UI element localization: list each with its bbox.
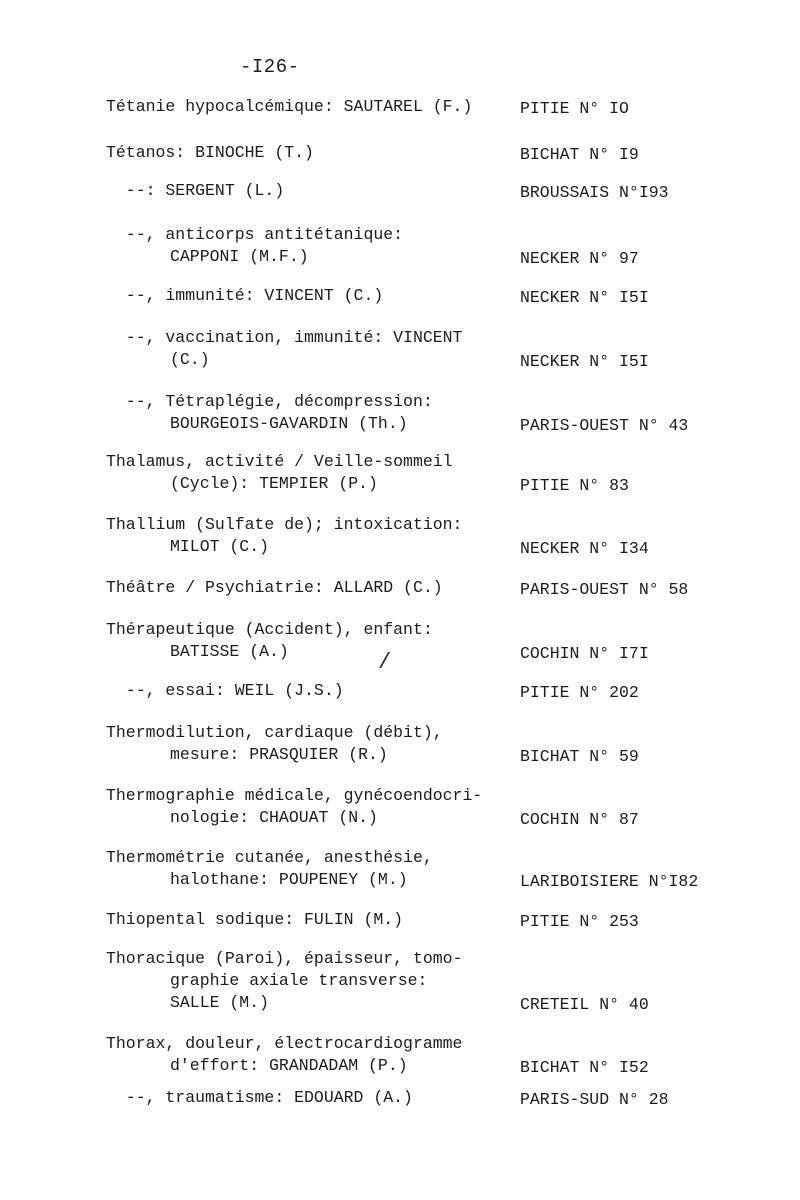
entry-reference: PARIS-OUEST N° 58: [520, 580, 689, 599]
entry-term-continuation: CAPPONI (M.F.): [170, 247, 309, 266]
entry-reference: NECKER N° I5I: [520, 352, 649, 371]
entry-term: [106, 948, 506, 1014]
entry-term: [106, 514, 506, 558]
entry-term-line: --, immunité: VINCENT (C.): [106, 286, 384, 305]
entry-term: [106, 785, 506, 829]
entry-term-line: Tétanos: BINOCHE (T.): [106, 143, 314, 162]
entry-reference: PITIE N° 202: [520, 683, 639, 702]
entry-term-line: Thallium (Sulfate de); intoxication:: [106, 515, 463, 534]
entry-term-line: --, Tétraplégie, décompression:: [106, 392, 433, 411]
entry-term: [106, 96, 506, 118]
entry-reference: BICHAT N° I9: [520, 145, 639, 164]
entry-reference: BROUSSAIS N°I93: [520, 183, 669, 202]
entry-term-continuation: d'effort: GRANDADAM (P.): [170, 1056, 408, 1075]
entry-reference: NECKER N° I5I: [520, 288, 649, 307]
entry-term-continuation: halothane: POUPENEY (M.): [170, 870, 408, 889]
entry-term-continuation: graphie axiale transverse:: [170, 971, 428, 990]
entry-term-line: --, essai: WEIL (J.S.): [106, 681, 344, 700]
entry-term: [106, 722, 506, 766]
entry-term-continuation: MILOT (C.): [170, 537, 270, 556]
entry-term: [106, 1087, 506, 1109]
entry-term-line: --, vaccination, immunité: VINCENT: [106, 328, 463, 347]
entry-term-line: Thermographie médicale, gynécoendocri-: [106, 786, 483, 805]
entry-term-continuation: nologie: CHAOUAT (N.): [170, 808, 378, 827]
page-number: -I26-: [240, 56, 300, 78]
entry-term: [106, 451, 506, 495]
entry-term-line: Thermométrie cutanée, anesthésie,: [106, 848, 433, 867]
entry-term-line: --, anticorps antitétanique:: [106, 225, 404, 244]
entry-term-continuation: BATISSE (A.): [170, 642, 289, 661]
entry-term-continuation: (C.): [170, 350, 210, 369]
entry-term: [106, 680, 506, 702]
entry-term: [106, 909, 506, 931]
entry-term: [106, 847, 506, 891]
entry-reference: NECKER N° I34: [520, 539, 649, 558]
entry-term-line: Tétanie hypocalcémique: SAUTAREL (F.): [106, 97, 473, 116]
entry-term-line: --, traumatisme: EDOUARD (A.): [106, 1088, 413, 1107]
entry-term: [106, 180, 506, 202]
entry-term-line: Thiopental sodique: FULIN (M.): [106, 910, 404, 929]
entry-reference: PARIS-SUD N° 28: [520, 1090, 669, 1109]
entry-term: [106, 619, 506, 663]
entry-reference: LARIBOISIERE N°I82: [520, 872, 699, 891]
entry-term: [106, 224, 506, 268]
entry-reference: NECKER N° 97: [520, 249, 639, 268]
entry-term-line: Thorax, douleur, électrocardiogramme: [106, 1034, 463, 1053]
entry-term: [106, 1033, 506, 1077]
entry-reference: COCHIN N° I7I: [520, 644, 649, 663]
entry-term-continuation: BOURGEOIS-GAVARDIN (Th.): [170, 414, 408, 433]
entry-term-line: --: SERGENT (L.): [106, 181, 285, 200]
entry-term: [106, 285, 506, 307]
entry-term-line: Théâtre / Psychiatrie: ALLARD (C.): [106, 578, 443, 597]
entry-term-line: Thoracique (Paroi), épaisseur, tomo-: [106, 949, 463, 968]
entry-term: [106, 577, 506, 599]
entry-reference: PARIS-OUEST N° 43: [520, 416, 689, 435]
entry-reference: BICHAT N° 59: [520, 747, 639, 766]
entry-reference: PITIE N° IO: [520, 99, 629, 118]
entry-term-line: Thérapeutique (Accident), enfant:: [106, 620, 433, 639]
handwritten-slash-mark: /: [378, 650, 392, 675]
entry-reference: CRETEIL N° 40: [520, 995, 649, 1014]
entry-term: [106, 327, 506, 371]
entry-term: [106, 391, 506, 435]
entry-term-continuation: SALLE (M.): [170, 993, 270, 1012]
entry-term-continuation: (Cycle): TEMPIER (P.): [170, 474, 378, 493]
entry-term-line: Thermodilution, cardiaque (débit),: [106, 723, 443, 742]
entry-term-continuation: mesure: PRASQUIER (R.): [170, 745, 388, 764]
entry-reference: COCHIN N° 87: [520, 810, 639, 829]
entry-term: [106, 142, 506, 164]
entry-term-line: Thalamus, activité / Veille-sommeil: [106, 452, 453, 471]
entry-reference: PITIE N° 253: [520, 912, 639, 931]
entry-reference: PITIE N° 83: [520, 476, 629, 495]
entry-reference: BICHAT N° I52: [520, 1058, 649, 1077]
